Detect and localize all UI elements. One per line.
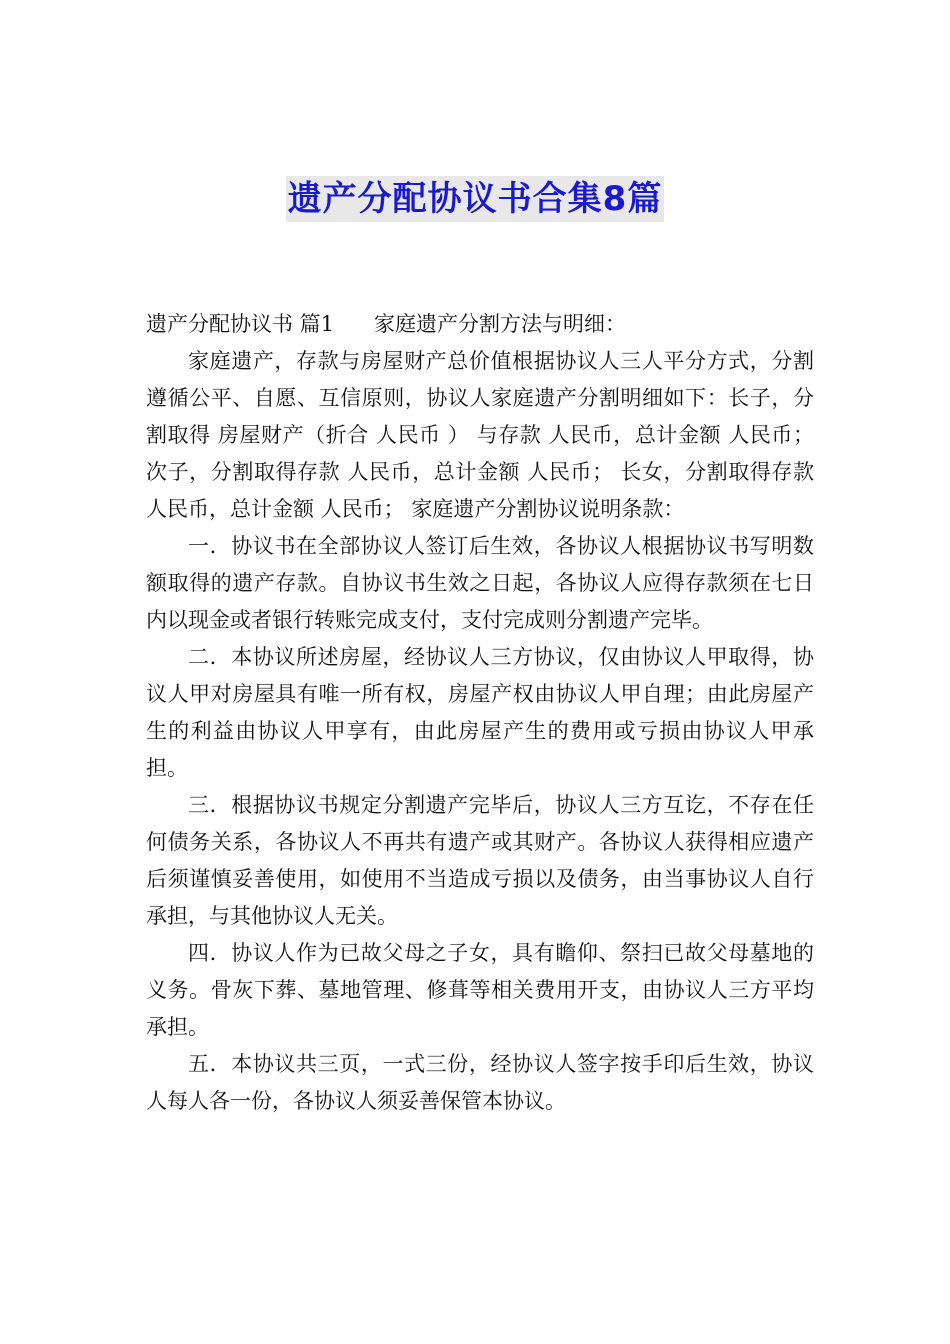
document-body	[146, 306, 814, 1120]
section-heading-line	[146, 306, 814, 343]
paragraph-clause-4: 四．协议人作为已故父母之子女，具有瞻仰、祭扫已故父母墓地的义务。骨灰下葬、墓地管理、修葺等相关费用开支，由协议人三方平均承担。	[146, 941, 814, 1039]
part-label: 遗产分配协议书 篇1	[146, 312, 335, 336]
document-title: 遗产分配协议书合集8篇	[286, 176, 665, 222]
paragraph-clause-2: 二．本协议所述房屋，经协议人三方协议，仅由协议人甲取得，协议人甲对房屋具有唯一所有权，房屋产权由协议人甲自理；由此房屋产生的利益由协议人甲享有，由此房屋产生的费用或亏损由协议人甲承担。	[146, 645, 814, 780]
paragraph-intro: 家庭遗产，存款与房屋财产总价值根据协议人三人平分方式，分割遵循公平、自愿、互信原则，协议人家庭遗产分割明细如下：长子，分割取得 房屋财产（折合 人民币 ） 与存款 人民币，总计金额 人民币； 次子，分割取得存款 人民币，总计金额 人民币； 长女，分割取得存款 人民币，总计金额 人民币； 家庭遗产分割协议说明条款：	[146, 349, 814, 521]
paragraph-clause-5: 五．本协议共三页，一式三份，经协议人签字按手印后生效，协议人每人各一份，各协议人须妥善保管本协议。	[146, 1052, 814, 1113]
section-heading: 家庭遗产分割方法与明细：	[374, 312, 627, 336]
paragraph-clause-3: 三．根据协议书规定分割遗产完毕后，协议人三方互讫，不存在任何债务关系，各协议人不再共有遗产或其财产。各协议人获得相应遗产后须谨慎妥善使用，如使用不当造成亏损以及债务，由当事协议人自行承担，与其他协议人无关。	[146, 793, 814, 928]
title-container	[0, 176, 950, 222]
paragraph-clause-1: 一．协议书在全部协议人签订后生效，各协议人根据协议书写明数额取得的遗产存款。自协议书生效之日起，各协议人应得存款须在七日内以现金或者银行转账完成支付，支付完成则分割遗产完毕。	[146, 534, 814, 632]
